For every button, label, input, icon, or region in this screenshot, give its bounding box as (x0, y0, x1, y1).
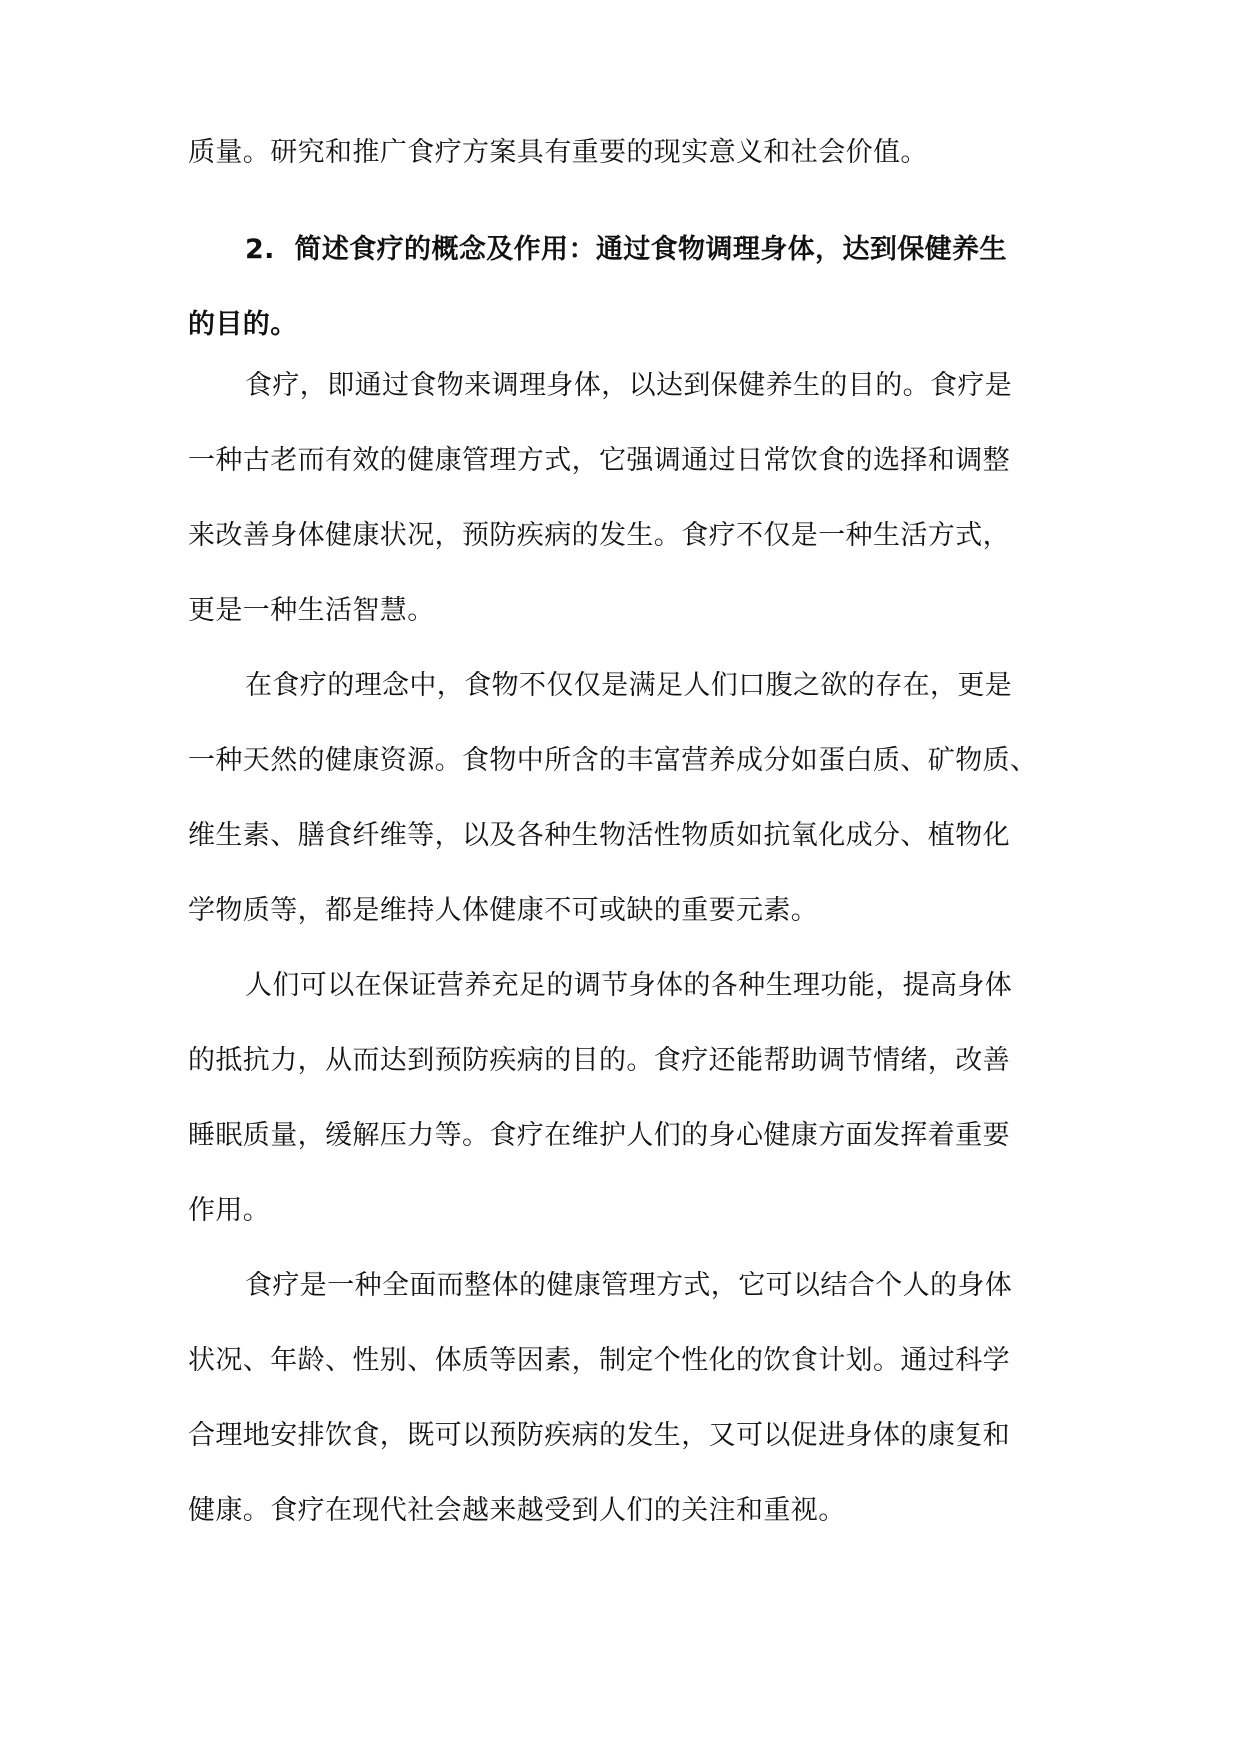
text-line: 一种古老而有效的健康管理方式，它强调通过日常饮食的选择和调整 (188, 445, 1010, 476)
text-line: 学物质等，都是维持人体健康不可或缺的重要元素。 (188, 895, 819, 926)
paragraph-2 (188, 648, 1058, 948)
text-line: 合理地安排饮食，既可以预防疾病的发生，又可以促进身体的康复和 (188, 1420, 1010, 1451)
continuation-paragraph (188, 115, 1058, 190)
text-line: 一种天然的健康资源。食物中所含的丰富营养成分如蛋白质、矿物质、 (188, 745, 1038, 776)
text-line: 健康。食疗在现代社会越来越受到人们的关注和重视。 (188, 1495, 846, 1526)
text-line: 维生素、膳食纤维等，以及各种生物活性物质如抗氧化成分、植物化 (188, 820, 1010, 851)
text-line: 在食疗的理念中，食物不仅仅是满足人们口腹之欲的存在，更是 (245, 670, 1013, 701)
section-heading (188, 212, 1058, 362)
paragraph-4 (188, 1248, 1058, 1548)
paragraph-1 (188, 348, 1058, 648)
heading-line: 2. 简述食疗的概念及作用：通过食物调理身体，达到保健养生 (245, 234, 1007, 265)
text-line: 来改善身体健康状况，预防疾病的发生。食疗不仅是一种生活方式， (188, 520, 1010, 551)
paragraph-3 (188, 948, 1058, 1248)
text-line: 食疗，即通过食物来调理身体，以达到保健养生的目的。食疗是 (245, 370, 1013, 401)
text-line: 人们可以在保证营养充足的调节身体的各种生理功能，提高身体 (245, 970, 1013, 1001)
text-line: 睡眠质量，缓解压力等。食疗在维护人们的身心健康方面发挥着重要 (188, 1120, 1010, 1151)
text-line: 的抵抗力，从而达到预防疾病的目的。食疗还能帮助调节情绪，改善 (188, 1045, 1010, 1076)
text-line: 更是一种生活智慧。 (188, 595, 435, 626)
text-line: 状况、年龄、性别、体质等因素，制定个性化的饮食计划。通过科学 (188, 1345, 1010, 1376)
heading-line: 的目的。 (188, 309, 298, 340)
text-line: 质量。研究和推广食疗方案具有重要的现实意义和社会价值。 (188, 137, 928, 168)
text-line: 作用。 (188, 1195, 271, 1226)
text-line: 食疗是一种全面而整体的健康管理方式，它可以结合个人的身体 (245, 1270, 1013, 1301)
